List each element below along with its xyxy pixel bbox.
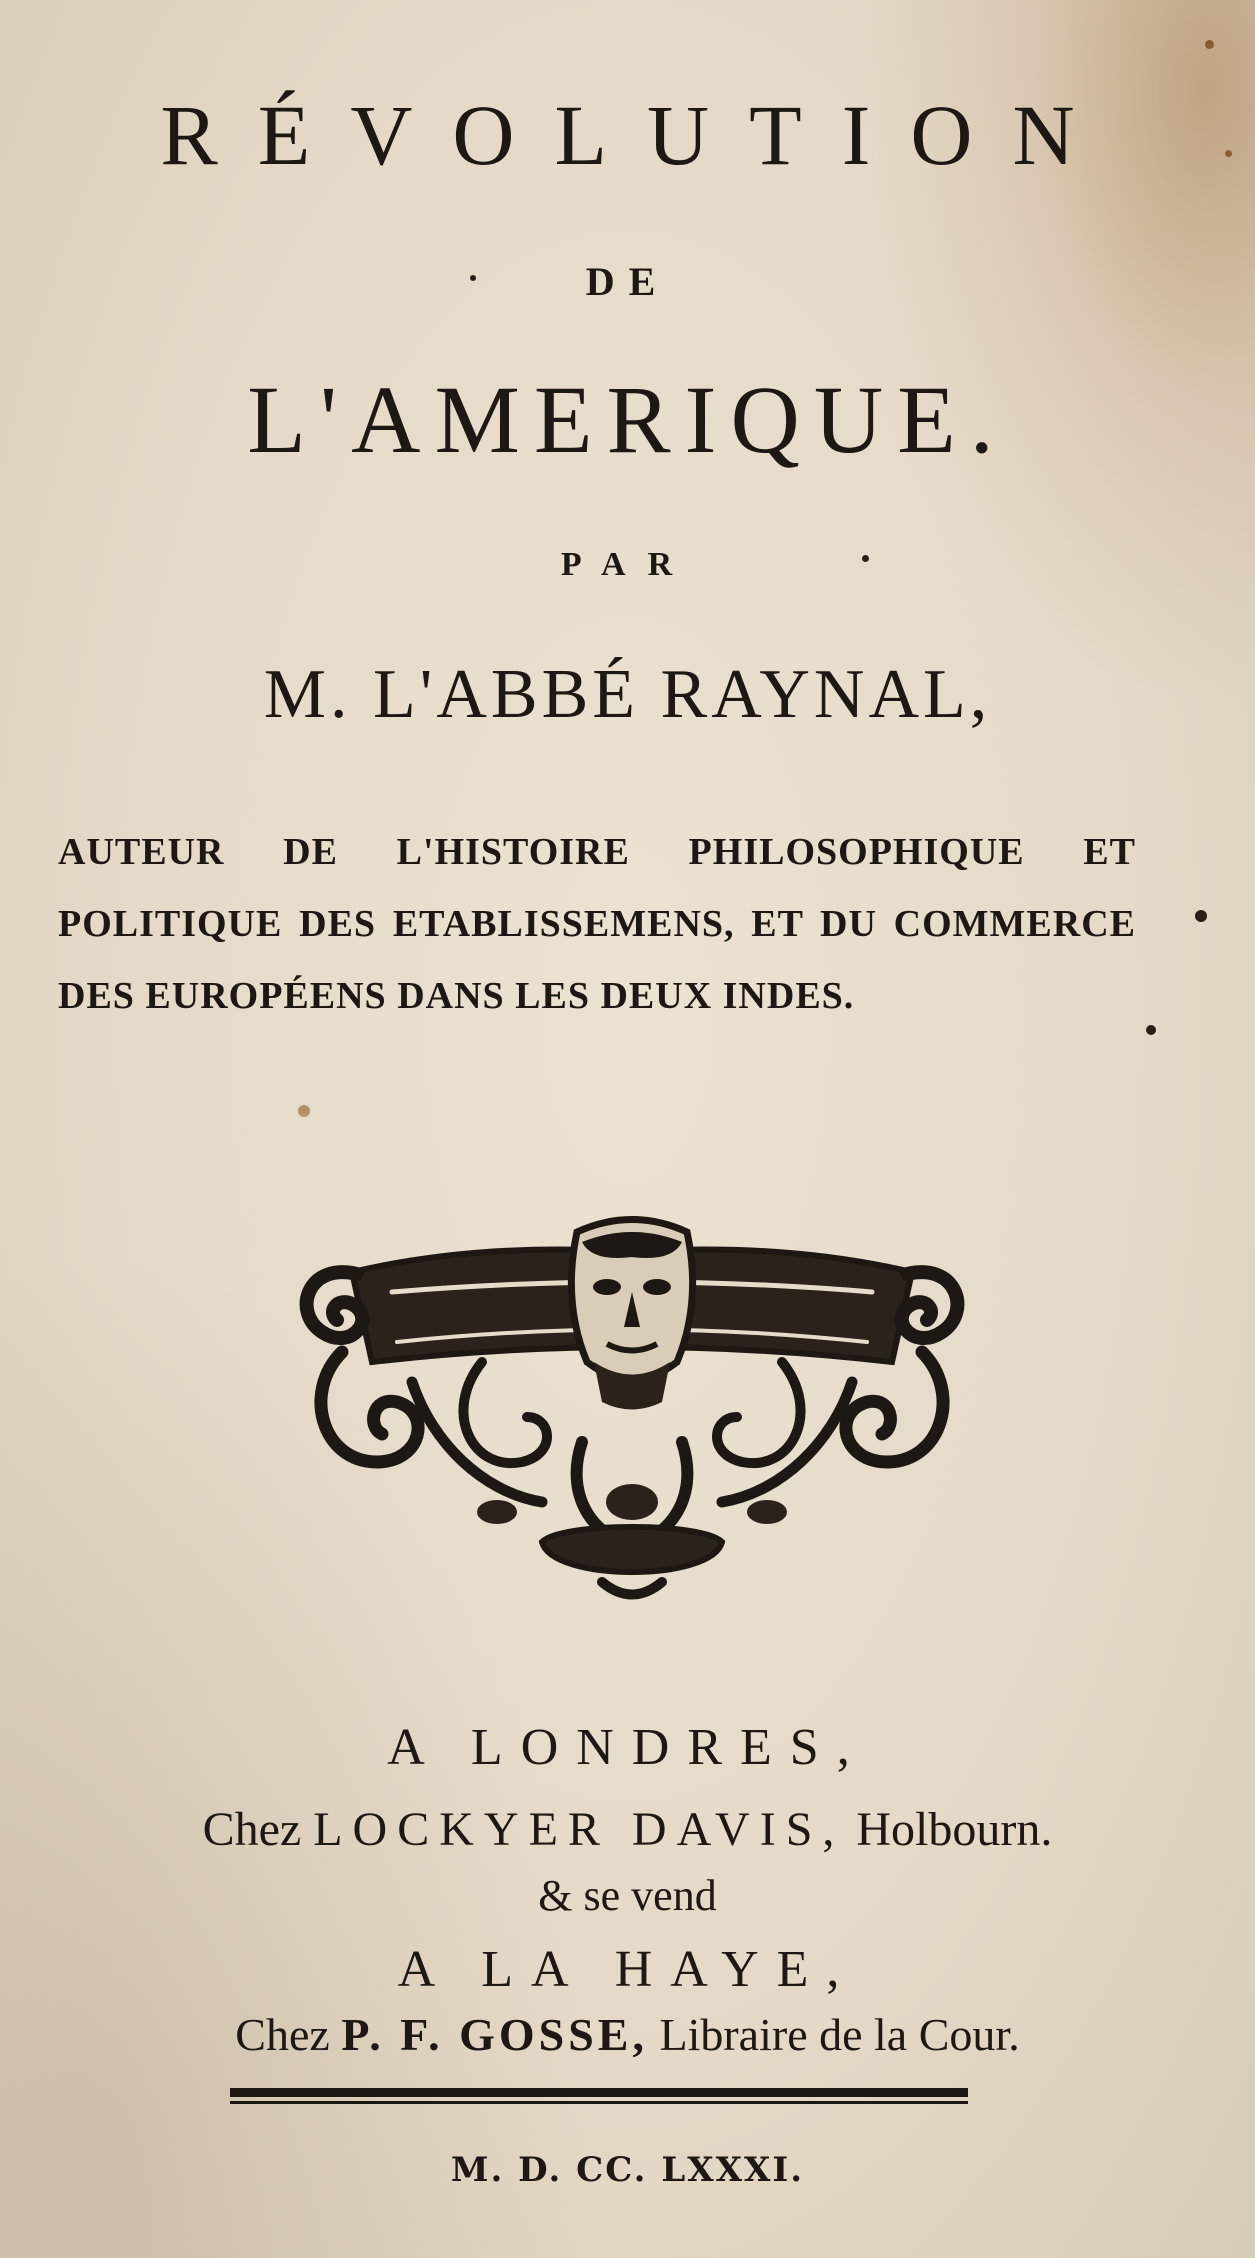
paper-speck bbox=[862, 555, 869, 562]
publisher-role: Libraire de la Cour. bbox=[659, 2009, 1020, 2060]
imprint-date: M. D. CC. LXXXI. bbox=[450, 2150, 805, 2190]
title-line-de: DE bbox=[585, 259, 670, 304]
paper-speck bbox=[1205, 40, 1214, 49]
publisher-name: P. F. GOSSE, bbox=[341, 2009, 648, 2060]
paper-speck bbox=[470, 275, 476, 281]
publisher-place: Holbourn. bbox=[856, 1803, 1053, 1856]
title-line-revolution: RÉVOLUTION bbox=[160, 87, 1115, 183]
author-name: M. L'ABBÉ RAYNAL, bbox=[263, 656, 992, 733]
publisher-name: LOCKYER DAVIS, bbox=[313, 1803, 845, 1856]
double-rule-thin bbox=[230, 2101, 968, 2104]
byline-par: PAR bbox=[560, 546, 695, 583]
title-line-amerique: L'AMERIQUE. bbox=[247, 366, 1008, 473]
imprint-publisher-london bbox=[0, 1803, 1255, 1856]
publisher-prefix: Chez bbox=[235, 2009, 330, 2060]
imprint-sale-note: & se vend bbox=[538, 1871, 717, 1920]
imprint-city-hague: A LA HAYE, bbox=[397, 1941, 858, 1998]
paper-speck bbox=[1146, 1025, 1156, 1035]
paper-speck bbox=[298, 1105, 310, 1117]
paper-speck bbox=[1195, 910, 1207, 922]
imprint-publisher-hague bbox=[0, 2009, 1255, 2060]
imprint-city-london: A LONDRES, bbox=[387, 1719, 868, 1776]
double-rule-thick bbox=[230, 2088, 968, 2097]
grotesque-mask-scroll-ornament-icon bbox=[282, 1212, 982, 1614]
author-description: AUTEUR DE L'HISTOIRE PHILOSOPHIQUE ET POLITIQUE DES ETABLISSEMENS, ET DU COMMERCE DES EUROPÉENS DANS LES DEUX INDES. bbox=[58, 831, 1136, 1017]
publisher-prefix: Chez bbox=[202, 1803, 302, 1856]
paper-speck bbox=[1225, 150, 1232, 157]
